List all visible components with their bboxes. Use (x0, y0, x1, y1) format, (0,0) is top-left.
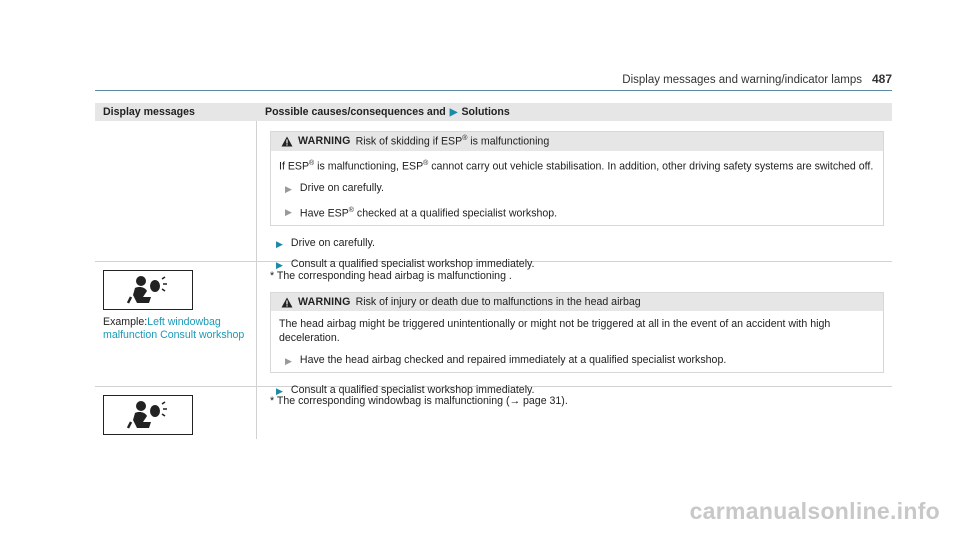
table-row (95, 262, 892, 396)
col-solutions-label: Solutions (461, 106, 510, 118)
warning-title: Risk of skidding if ESP® is malfunctioning (355, 135, 550, 148)
warning-text: The head airbag might be triggered unintentionally or might not be triggered at all in the event of an accident with high deceleration. (279, 318, 831, 344)
warning-heading (271, 293, 883, 311)
bullet-arrow-icon: ▶ (276, 386, 283, 396)
row3-causes-cell (257, 387, 892, 439)
head-airbag-warning-box (270, 292, 884, 373)
header-rule (95, 90, 892, 91)
row2-note: * The corresponding head airbag is malfunctioning . (270, 270, 512, 282)
solutions-arrow-icon: ▶ (449, 106, 458, 118)
list-item: ▶ Consult a qualified specialist workshop immediately. (276, 257, 535, 270)
col-display-messages: Display messages (103, 106, 195, 118)
list-item: ▶ Have the head airbag checked and repaired immediately at a qualified specialist workshop. (285, 354, 727, 366)
esp-warning-box (270, 131, 884, 226)
table-header (95, 103, 892, 121)
bullet-arrow-icon: ▶ (285, 184, 292, 195)
list-item: ▶ Drive on carefully. (276, 236, 375, 249)
warning-triangle-icon (281, 136, 293, 147)
row3-note: * The corresponding windowbag is malfunctioning (→ page 31). (270, 395, 568, 407)
list-item: ▶ Drive on carefully. (285, 182, 384, 195)
page-header (622, 72, 892, 86)
list-item: ▶ Consult a qualified specialist workshop immediately. (276, 384, 535, 396)
warning-heading (271, 132, 883, 151)
airbag-indicator-lamp (103, 270, 193, 310)
warning-text: If ESP® is malfunctioning, ESP® cannot carry out vehicle stabilisation. In addition, other driving safety systems are switched off. (279, 159, 874, 173)
row3-display-cell (95, 387, 257, 439)
header-title: Display messages and warning/indicator lamps (622, 74, 862, 86)
col-causes (252, 106, 892, 118)
bullet-arrow-icon: ▶ (276, 238, 283, 249)
windowbag-indicator-lamp (103, 395, 193, 435)
airbag-icon (125, 275, 171, 305)
airbag-icon (125, 400, 171, 430)
col-causes-label: Possible causes/consequences and (265, 106, 446, 118)
example-caption: Example:Left windowbag malfunction Consult workshop (103, 316, 245, 341)
watermark: carmanualsonline.info (689, 498, 940, 524)
warning-label: WARNING (298, 135, 351, 148)
row2-display-cell (95, 262, 257, 386)
example-message-link[interactable]: Left windowbag malfunction Consult workshop (103, 316, 245, 341)
table-row (95, 121, 892, 270)
row1-display-cell (95, 121, 257, 261)
row1-causes-cell (257, 121, 892, 270)
warning-body (271, 151, 883, 225)
table-row (95, 387, 892, 439)
bullet-arrow-icon: ▶ (276, 259, 283, 270)
list-item: ▶ Have ESP® checked at a qualified specialist workshop. (285, 207, 558, 220)
bullet-arrow-icon: ▶ (285, 207, 292, 218)
bullet-arrow-icon: ▶ (285, 356, 292, 366)
messages-table (95, 103, 892, 438)
warning-label: WARNING (298, 296, 351, 308)
warning-body (271, 311, 883, 372)
warning-triangle-icon (281, 297, 293, 308)
page-number: 487 (871, 72, 892, 86)
warning-title: Risk of injury or death due to malfunctions in the head airbag (355, 296, 641, 308)
row2-causes-cell (257, 262, 892, 396)
